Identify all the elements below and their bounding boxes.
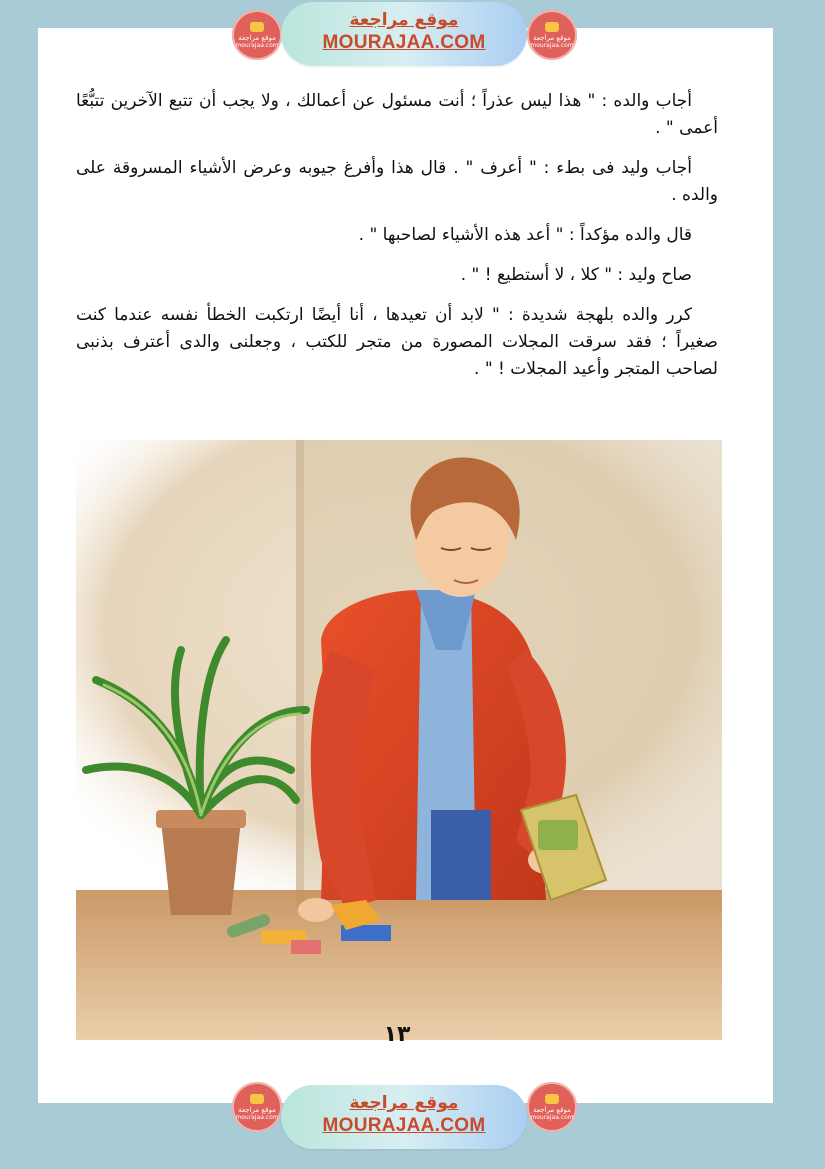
logo-domain-text: mourajaa.com bbox=[530, 1114, 574, 1121]
logo-icon bbox=[545, 1094, 559, 1104]
story-paragraph: أجاب والده : " هذا ليس عذراً ؛ أنت مسئول عن أعمالك ، ولا يجب أن تتبع الآخرين تتبُّعًا أعمى " . bbox=[76, 91, 718, 138]
banner-domain-link[interactable]: MOURAJAA.COM bbox=[322, 32, 486, 53]
logo-icon bbox=[250, 22, 264, 32]
site-logo-right-top[interactable] bbox=[527, 10, 577, 60]
logo-arabic-text: موقع مراجعة bbox=[533, 34, 571, 42]
story-illustration bbox=[76, 440, 722, 1040]
site-banner-bottom[interactable] bbox=[281, 1085, 527, 1149]
site-logo-left-top[interactable] bbox=[232, 10, 282, 60]
site-banner-top[interactable] bbox=[281, 2, 527, 66]
story-paragraph: صاح وليد : " كلا ، لا أستطيع ! " . bbox=[460, 265, 692, 285]
story-paragraph: قال والده مؤكداً : " أعد هذه الأشياء لصاحبها " . bbox=[358, 225, 692, 245]
story-paragraph: كرر والده بلهجة شديدة : " لابد أن تعيدها ، أنا أيضًا ارتكبت الخطأ نفسه عندما كنت صغيراً ؛ فقد سرقت المجلات المصورة من متجر للكتب ، وجعلنى والدى أعترف بذنبى لصاحب المتجر وأعيد المجلات ! " . bbox=[76, 305, 718, 379]
logo-icon bbox=[250, 1094, 264, 1104]
banner-arabic-name[interactable]: موقع مراجعة bbox=[349, 10, 459, 30]
page-number: ١٣ bbox=[383, 1022, 411, 1047]
logo-domain-text: mourajaa.com bbox=[530, 42, 574, 49]
site-logo-left-bottom[interactable] bbox=[232, 1082, 282, 1132]
logo-arabic-text: موقع مراجعة bbox=[533, 1106, 571, 1114]
story-paragraph: أجاب وليد فى بطء : " أعرف " . قال هذا وأفرغ جيوبه وعرض الأشياء المسروقة على والده . bbox=[76, 158, 718, 205]
logo-domain-text: mourajaa.com bbox=[235, 42, 279, 49]
logo-domain-text: mourajaa.com bbox=[235, 1114, 279, 1121]
logo-arabic-text: موقع مراجعة bbox=[238, 1106, 276, 1114]
banner-arabic-name[interactable]: موقع مراجعة bbox=[349, 1093, 459, 1113]
logo-arabic-text: موقع مراجعة bbox=[238, 34, 276, 42]
site-logo-right-bottom[interactable] bbox=[527, 1082, 577, 1132]
banner-domain-link[interactable]: MOURAJAA.COM bbox=[322, 1115, 486, 1136]
logo-icon bbox=[545, 22, 559, 32]
story-text bbox=[76, 88, 718, 396]
